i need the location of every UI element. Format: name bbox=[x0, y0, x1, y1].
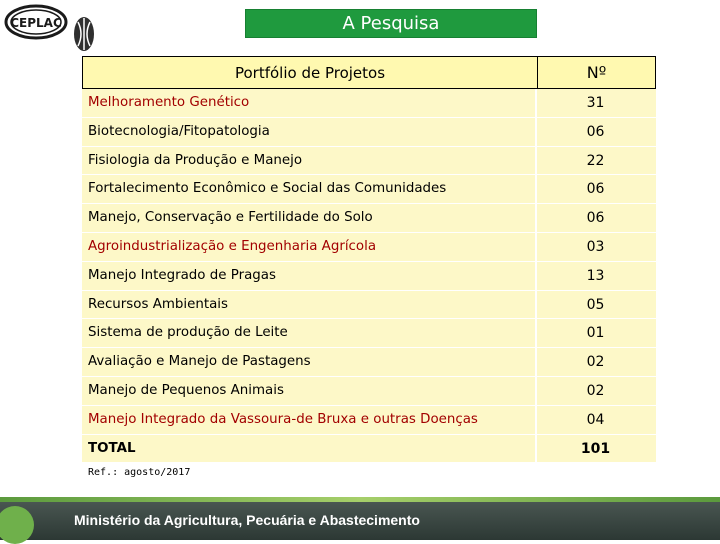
row-value: 02 bbox=[586, 382, 605, 399]
table-row bbox=[82, 406, 656, 435]
row-name: Fortalecimento Econômico e Social das Comunidades bbox=[88, 181, 447, 197]
column-divider bbox=[535, 89, 537, 462]
footer-bar bbox=[0, 497, 720, 540]
row-name: Manejo Integrado da Vassoura-de Bruxa e outras Doenças bbox=[88, 411, 478, 427]
row-value: 05 bbox=[586, 296, 605, 313]
row-name: Manejo, Conservação e Fertilidade do Solo bbox=[88, 210, 373, 226]
row-name: Manejo Integrado de Pragas bbox=[88, 267, 276, 283]
row-name: Avaliação e Manejo de Pastagens bbox=[88, 354, 311, 370]
row-value: 22 bbox=[586, 152, 605, 169]
row-name: Manejo de Pequenos Animais bbox=[88, 382, 284, 398]
table-row bbox=[82, 291, 656, 320]
row-value: 03 bbox=[586, 238, 605, 255]
row-value: 06 bbox=[586, 181, 605, 198]
table-row bbox=[82, 262, 656, 291]
row-value: 04 bbox=[586, 411, 605, 428]
row-value: 06 bbox=[586, 210, 605, 227]
page-title: A Pesquisa bbox=[246, 10, 536, 37]
table-row bbox=[82, 175, 656, 204]
table-row bbox=[82, 204, 656, 233]
logo-text: CEPLAC bbox=[10, 16, 62, 30]
table-row bbox=[82, 147, 656, 176]
row-value: 01 bbox=[586, 325, 605, 342]
row-value: 31 bbox=[586, 95, 605, 111]
row-name: Melhoramento Genético bbox=[88, 95, 250, 110]
table-row bbox=[82, 377, 656, 406]
row-name: Fisiologia da Produção e Manejo bbox=[88, 152, 303, 168]
total-value: 101 bbox=[580, 440, 611, 457]
row-name: Recursos Ambientais bbox=[88, 296, 228, 312]
portfolio-table bbox=[82, 56, 656, 462]
table-row bbox=[82, 118, 656, 147]
total-label: TOTAL bbox=[88, 440, 136, 456]
row-value: 06 bbox=[586, 123, 605, 140]
reference-note: Ref.: agosto/2017 bbox=[88, 467, 191, 478]
footer-seal-icon bbox=[0, 506, 34, 544]
row-value: 02 bbox=[586, 354, 605, 371]
table-header bbox=[82, 56, 656, 89]
table-body bbox=[82, 89, 656, 463]
row-name: Sistema de produção de Leite bbox=[88, 325, 288, 341]
footer-ministry-text: Ministério da Agricultura, Pecuária e Abastecimento bbox=[74, 512, 420, 528]
header-portfolio: Portfólio de Projetos bbox=[83, 57, 538, 88]
table-row bbox=[82, 89, 656, 118]
table-row bbox=[82, 348, 656, 377]
row-name: Biotecnologia/Fitopatologia bbox=[88, 123, 270, 139]
row-value: 13 bbox=[586, 267, 605, 284]
table-row bbox=[82, 233, 656, 262]
row-name: Agroindustrialização e Engenharia Agrícola bbox=[88, 238, 377, 254]
total-row bbox=[82, 435, 656, 464]
header-number: Nº bbox=[586, 63, 607, 82]
footer-stripe bbox=[0, 497, 720, 502]
ceplac-logo bbox=[0, 0, 98, 58]
table-row bbox=[82, 319, 656, 348]
